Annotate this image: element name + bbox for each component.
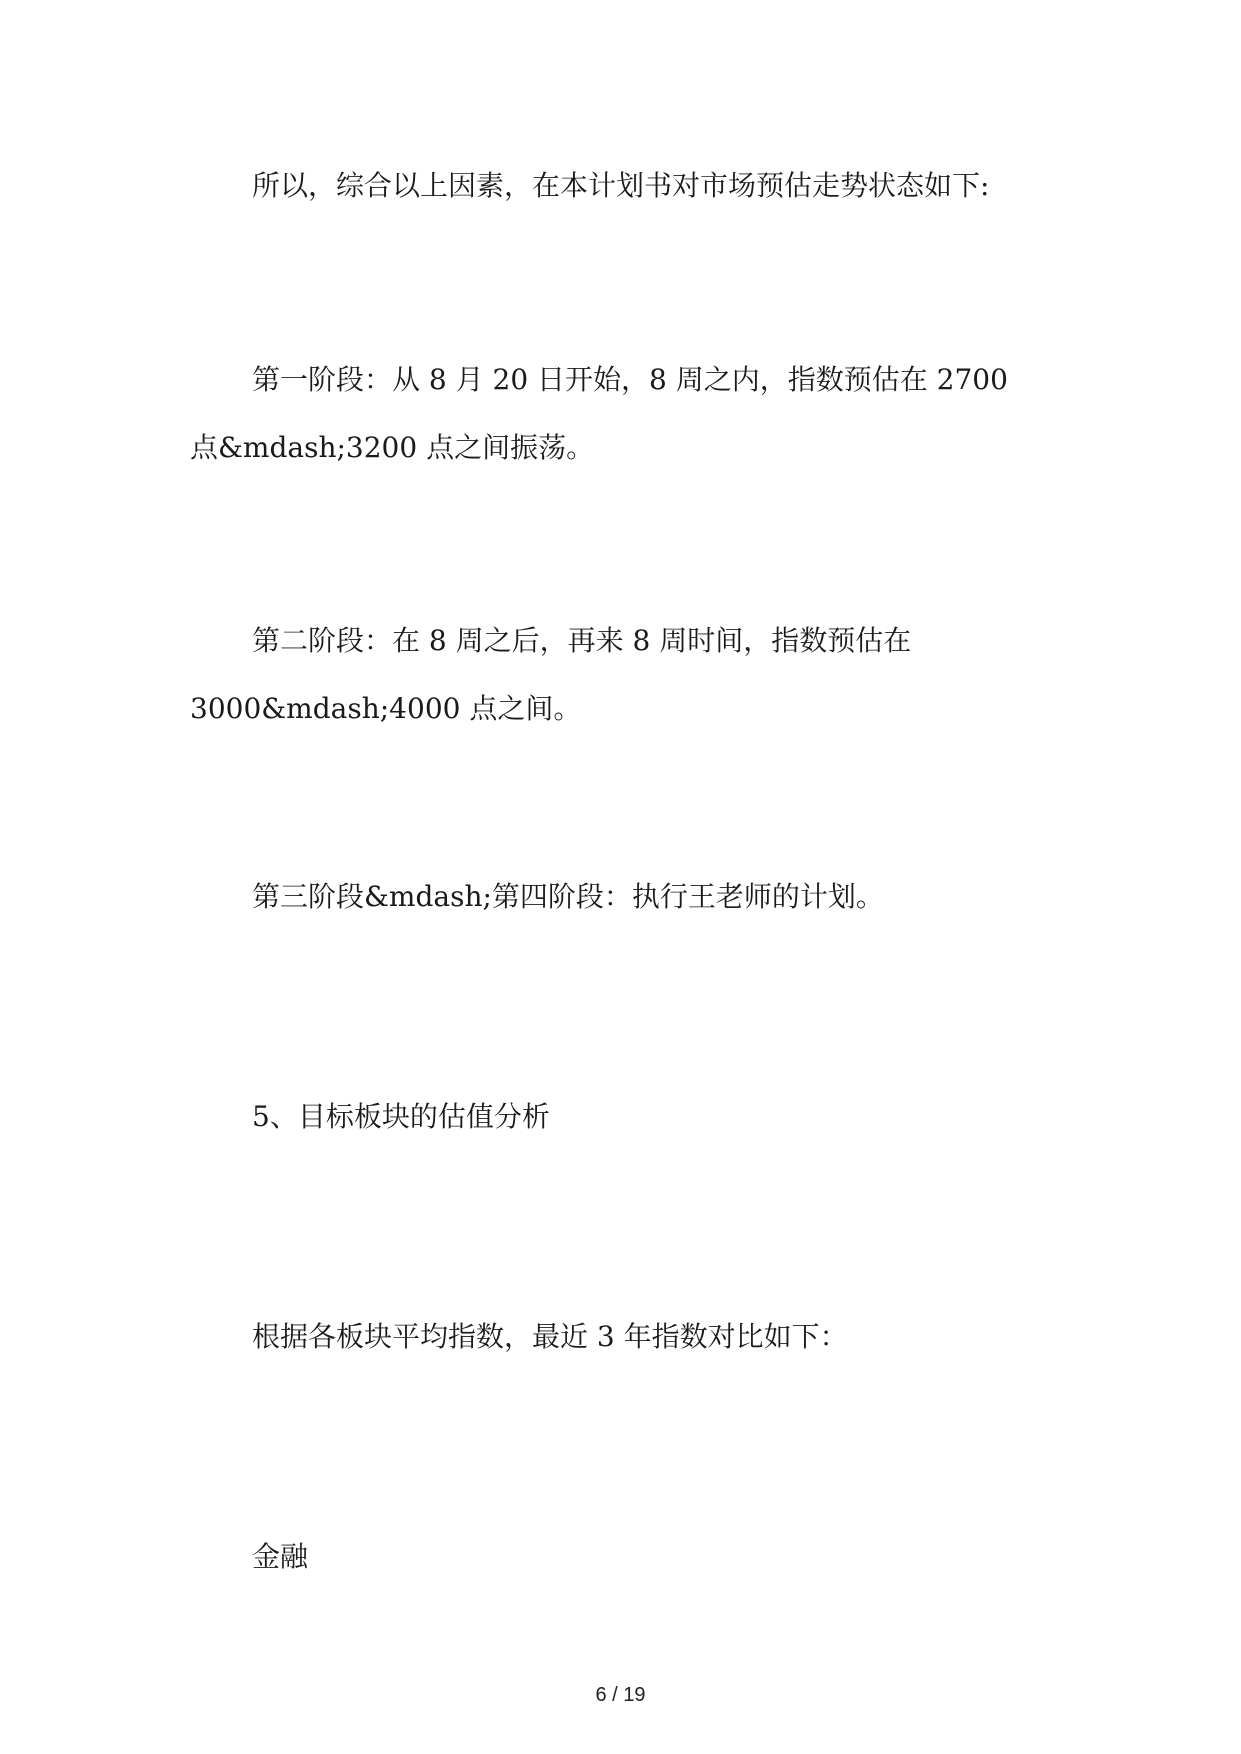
paragraph-line: 根据各板块平均指数，最近 3 年指数对比如下： — [252, 1320, 848, 1353]
paragraph-index-comparison — [190, 1303, 1060, 1371]
paragraph-line: 第三阶段&mdash;第四阶段：执行王老师的计划。 — [252, 880, 884, 913]
paragraph-line: 点&mdash;3200 点之间振荡。 — [190, 431, 595, 464]
page-number: 6 / 19 — [595, 1684, 646, 1706]
paragraph-stage-three-four — [190, 863, 1060, 931]
paragraph-finance-label — [190, 1523, 1060, 1591]
paragraph-market-forecast-intro — [190, 152, 1060, 220]
paragraph-line: 所以，综合以上因素，在本计划书对市场预估走势状态如下: — [252, 169, 990, 202]
paragraph-stage-two — [190, 607, 1060, 743]
paragraph-stage-one — [190, 346, 1060, 482]
paragraph-line: 第二阶段：在 8 周之后，再来 8 周时间，指数预估在 — [252, 624, 912, 657]
paragraph-line: 金融 — [252, 1540, 309, 1573]
section-heading-valuation — [190, 1083, 1060, 1151]
paragraph-line: 5、目标板块的估值分析 — [252, 1100, 550, 1133]
paragraph-line: 第一阶段：从 8 月 20 日开始，8 周之内，指数预估在 2700 — [252, 363, 1008, 396]
paragraph-line: 3000&mdash;4000 点之间。 — [190, 692, 582, 725]
